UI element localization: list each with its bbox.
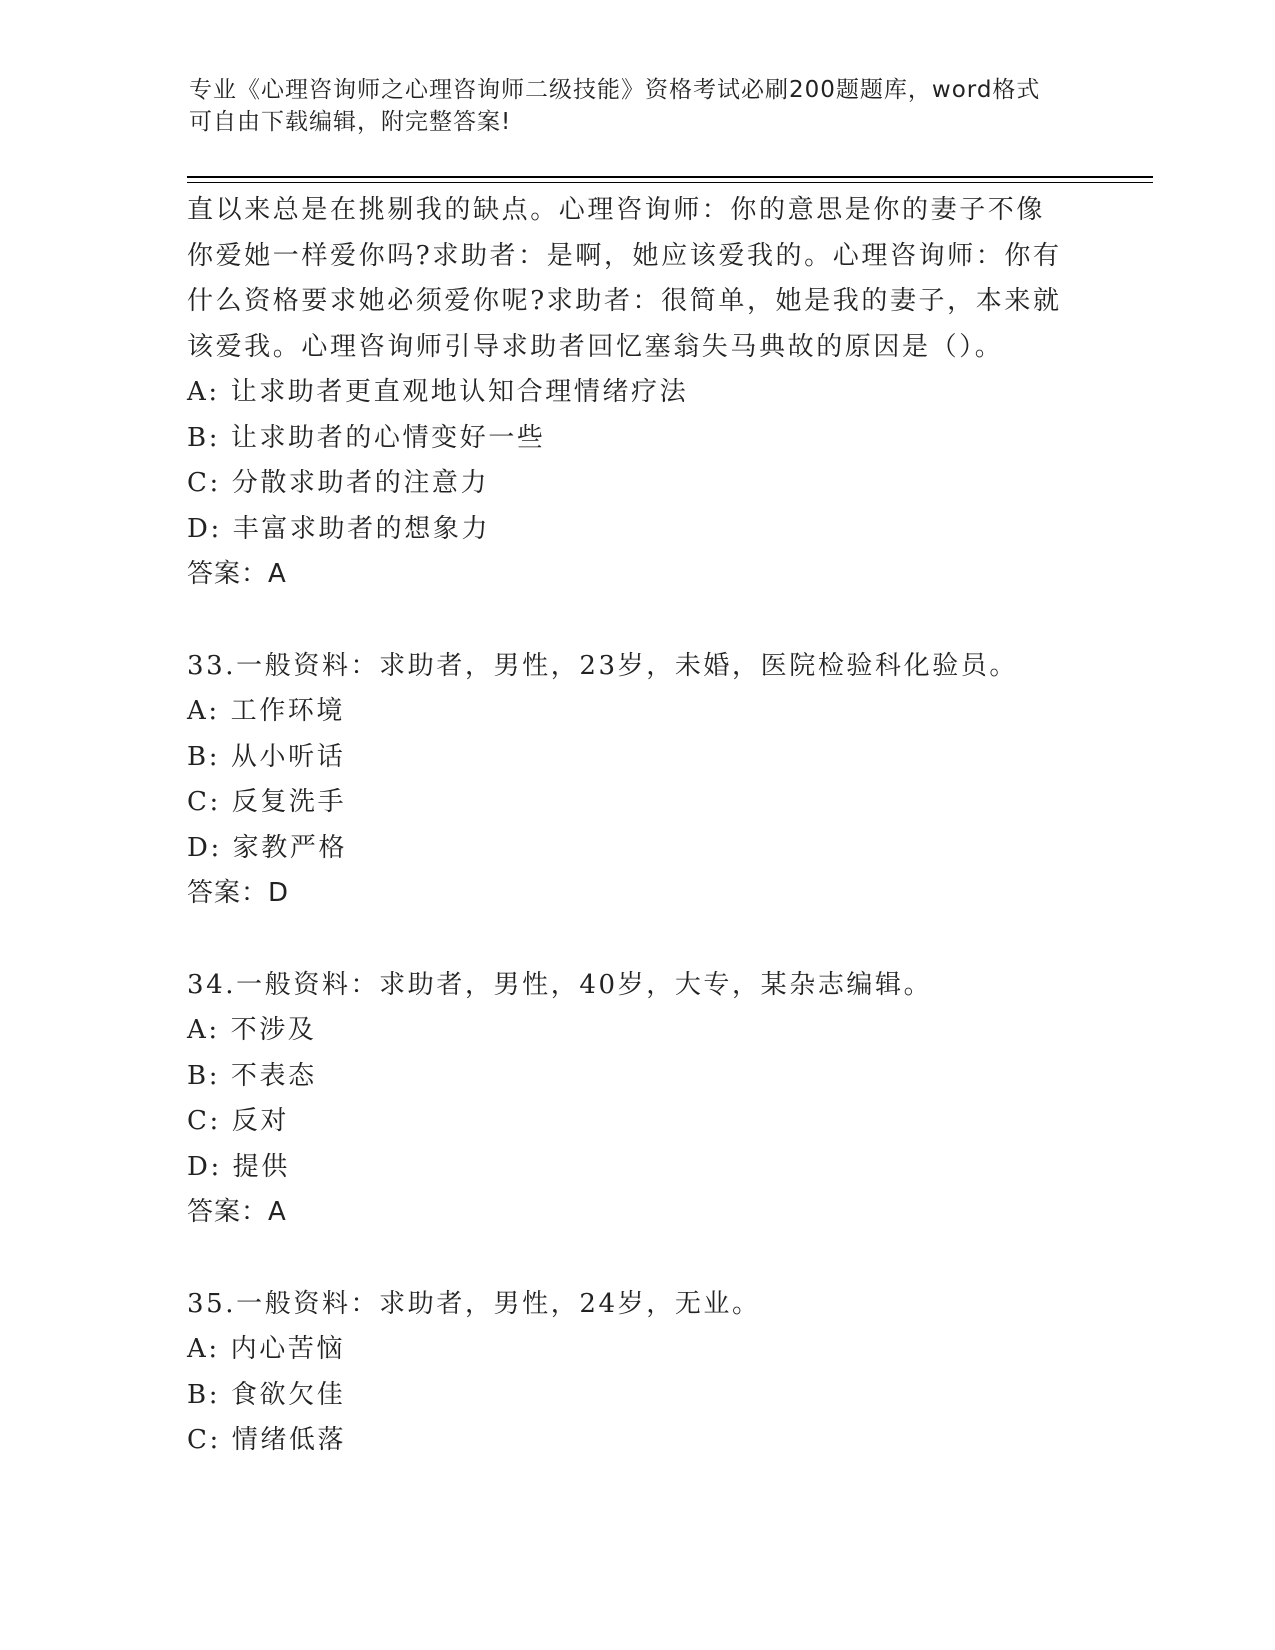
question-stem-line: 什么资格要求她必须爱你呢?求助者：很简单，她是我的妻子，本来就	[187, 286, 1062, 316]
option-c: C: 反对	[187, 1106, 289, 1136]
answer-line: 答案：A	[187, 559, 287, 589]
option-b: B: 让求助者的心情变好一些	[187, 422, 546, 453]
option-a: A: 内心苦恼	[187, 1334, 346, 1364]
question-35	[187, 1282, 1087, 1464]
answer-line: 答案：D	[187, 878, 290, 908]
question-stem-line: 你爱她一样爱你吗?求助者：是啊，她应该爱我的。心理咨询师：你有	[187, 240, 1062, 271]
header-rule-thick	[187, 176, 1153, 178]
option-c: C: 情绪低落	[187, 1425, 347, 1455]
option-c: C: 分散求助者的注意力	[187, 468, 490, 498]
option-a: A: 让求助者更直观地认知合理情绪疗法	[187, 377, 689, 407]
question-spacer	[187, 598, 1087, 644]
question-stem: 35.一般资料：求助者，男性，24岁，无业。	[187, 1288, 761, 1319]
question-33	[187, 644, 1087, 917]
option-b: B: 从小听话	[187, 741, 346, 772]
option-b: B: 不表态	[187, 1060, 317, 1091]
option-d: D: 提供	[187, 1151, 290, 1182]
answer-line: 答案：A	[187, 1197, 287, 1227]
question-stem: 34.一般资料：求助者，男性，40岁，大专，某杂志编辑。	[187, 969, 933, 1000]
option-a: A: 不涉及	[187, 1015, 317, 1045]
option-d: D: 家教严格	[187, 832, 348, 863]
question-stem: 33.一般资料：求助者，男性，23岁，未婚，医院检验科化验员。	[187, 650, 1019, 681]
header-rule-thin	[187, 182, 1153, 183]
header-line-2: 可自由下载编辑，附完整答案!	[189, 109, 512, 135]
document-body	[187, 188, 1087, 1464]
option-b: B: 食欲欠佳	[187, 1379, 346, 1410]
document-header	[189, 74, 1089, 138]
header-line-1: 专业《心理咨询师之心理咨询师二级技能》资格考试必刷200题题库，word格式	[189, 77, 1041, 103]
option-c: C: 反复洗手	[187, 787, 347, 817]
question-32	[187, 188, 1087, 598]
question-stem-line: 直以来总是在挑剔我的缺点。心理咨询师：你的意思是你的妻子不像	[187, 195, 1046, 225]
option-a: A: 工作环境	[187, 696, 346, 726]
question-34	[187, 963, 1087, 1236]
question-spacer	[187, 1236, 1087, 1282]
option-d: D: 丰富求助者的想象力	[187, 513, 491, 544]
question-spacer	[187, 917, 1087, 963]
question-stem-line: 该爱我。心理咨询师引导求助者回忆塞翁失马典故的原因是（）。	[187, 331, 1004, 362]
